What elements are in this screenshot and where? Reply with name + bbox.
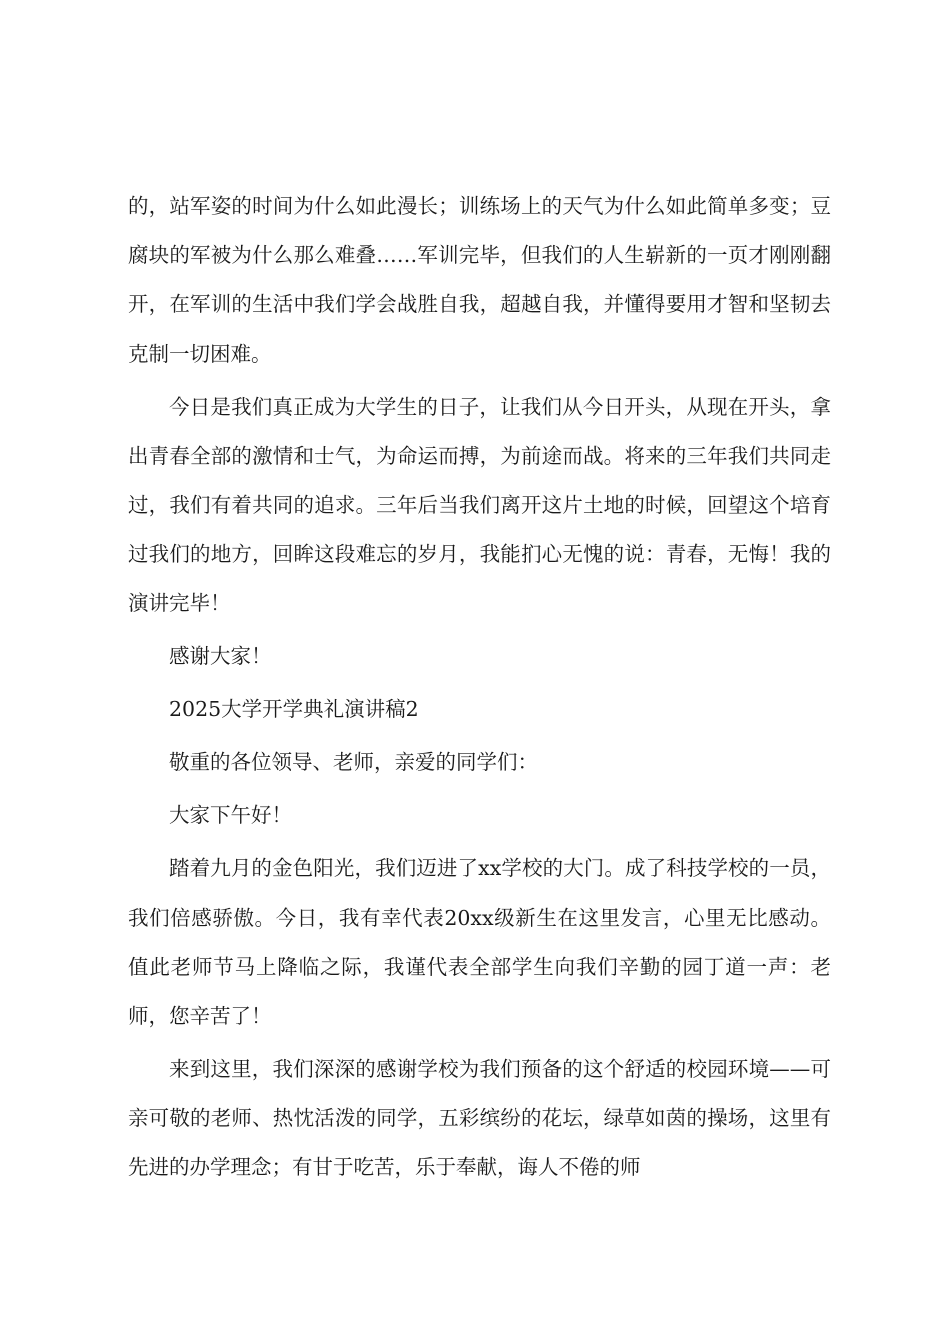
paragraph-closing: 今日是我们真正成为大学生的日子，让我们从今日开头，从现在开头，拿出青春全部的激情和士气，为命运而搏，为前途而战。将来的三年我们共同走过，我们有着共同的追求。三年后当我们离开这片土地的时候，回望这个培育过我们的地方，回眸这段难忘的岁月，我能扪心无愧的说：青春，无悔！我的演讲完毕！ [128, 394, 831, 616]
paragraph-body: 踏着九月的金色阳光，我们迈进了xx学校的大门。成了科技学校的一员，我们倍感骄傲。今日，我有幸代表20xx级新生在这里发言，心里无比感动。值此老师节马上降临之际，我谨代表全部学生向我们辛勤的园丁道一声：老师，您辛苦了！ [128, 856, 831, 1029]
paragraph-salutation: 敬重的各位领导、老师，亲爱的同学们： [169, 750, 538, 775]
paragraph-greeting: 大家下午好！ [169, 803, 292, 828]
paragraph-thanks: 感谢大家！ [169, 644, 272, 669]
document-body [128, 182, 831, 1193]
section-title: 2025大学开学典礼演讲稿2 [169, 697, 419, 722]
paragraph-continuation: 的，站军姿的时间为什么如此漫长；训练场上的天气为什么如此简单多变；豆腐块的军被为什么那么难叠……军训完毕，但我们的人生崭新的一页才刚刚翻开，在军训的生活中我们学会战胜自我，超越自我，并懂得要用才智和坚韧去克制一切困难。 [128, 194, 831, 366]
paragraph-body: 来到这里，我们深深的感谢学校为我们预备的这个舒适的校园环境——可亲可敬的老师、热忱活泼的同学，五彩缤纷的花坛，绿草如茵的操场，这里有先进的办学理念；有甘于吃苦，乐于奉献，诲人不倦的师 [128, 1057, 831, 1180]
